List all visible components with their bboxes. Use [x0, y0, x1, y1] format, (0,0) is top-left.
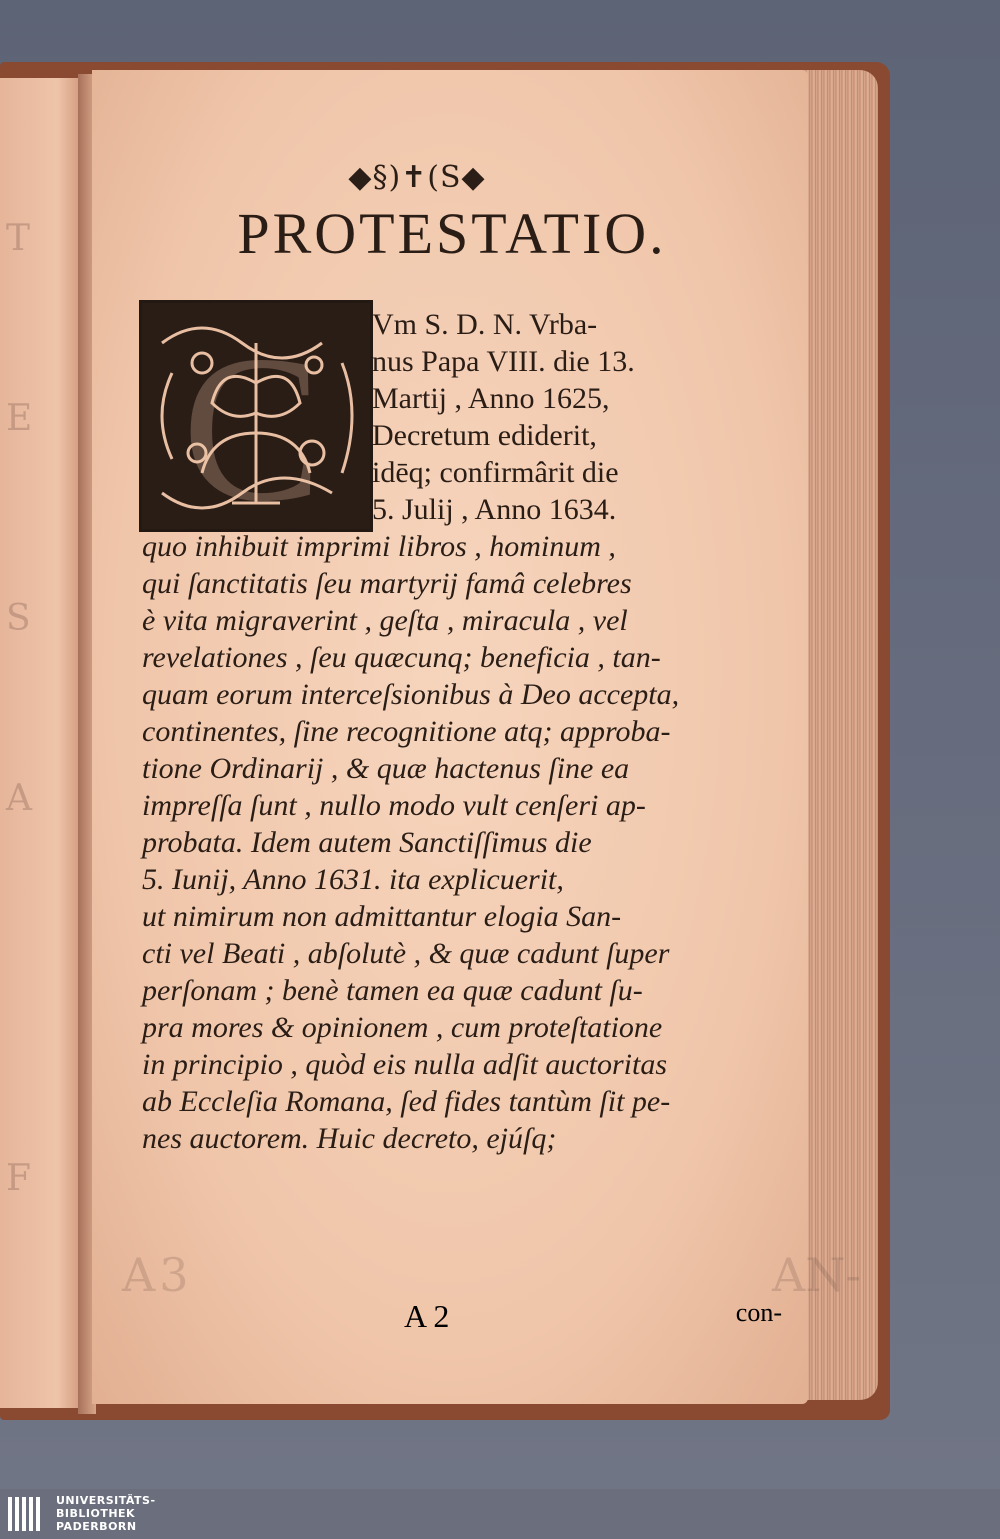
text-line: ut nimirum non admittantur elogia San-	[142, 900, 622, 933]
left-page	[0, 78, 82, 1408]
decorated-initial	[139, 300, 373, 532]
right-page	[92, 70, 862, 1404]
page-edges	[798, 70, 878, 1400]
body-text	[142, 528, 792, 1157]
library-name	[56, 1494, 156, 1533]
left-ghost-letter: T	[6, 218, 31, 259]
library-name-line: BIBLIOTHEK	[56, 1507, 136, 1520]
page-footer	[142, 1298, 782, 1338]
left-ghost-letter: E	[6, 398, 33, 439]
left-ghost-letter: F	[6, 1158, 31, 1199]
text-line: qui ſanctitatis ſeu martyrij famâ celebres	[142, 567, 632, 600]
text-line: probata. Idem autem Sanctiſſimus die	[142, 826, 592, 859]
library-name-line: PADERBORN	[56, 1520, 137, 1533]
text-line: 5. Julij , Anno 1634.	[372, 493, 617, 526]
text-line: quam eorum interceſsionibus à Deo accepta,	[142, 678, 680, 711]
show-through-text: AN-	[772, 1248, 862, 1302]
text-line: pra mores & opinionem , cum proteſtatione	[142, 1011, 663, 1044]
library-logo-icon	[6, 1493, 46, 1535]
library-footer-bar	[0, 1489, 1000, 1539]
library-name-line: UNIVERSITÄTS-	[56, 1494, 156, 1507]
text-line: perſonam ; benè tamen ea quæ cadunt ſu-	[142, 974, 643, 1007]
text-line: tione Ordinarij , & quæ hactenus ſine ea	[142, 752, 630, 785]
drop-initial-text	[372, 306, 792, 528]
text-line: impreſſa ſunt , nullo modo vult cenſeri ap-	[142, 789, 646, 822]
catchword: con-	[735, 1298, 782, 1327]
text-line: nes auctorem. Huic decreto, ejúſq;	[142, 1122, 557, 1155]
text-line: Decretum ediderit,	[372, 419, 597, 452]
page-title: PROTESTATIO.	[237, 201, 667, 266]
left-ghost-letter: S	[6, 598, 31, 639]
text-line: Martij , Anno 1625,	[372, 382, 610, 415]
text-line: Vm S. D. N. Vrba-	[372, 308, 598, 341]
text-line: quo inhibuit imprimi libros , hominum ,	[142, 530, 616, 563]
text-line: 5. Iunij, Anno 1631. ita explicuerit,	[142, 863, 564, 896]
text-line: è vita migraverint , geſta , miracula , vel	[142, 604, 628, 637]
text-line: continentes, ſine recognitione atq; approba-	[142, 715, 671, 748]
initial-letter: C	[182, 313, 323, 529]
text-line: revelationes , ſeu quæcunq; beneficia , tan-	[142, 641, 661, 674]
text-line: cti vel Beati , abſolutè , & quæ cadunt ſuper	[142, 937, 670, 970]
signature-mark: A 2	[404, 1298, 450, 1334]
left-ghost-letter: A	[6, 778, 32, 819]
text-line: ab Eccleſia Romana, ſed fides tantùm ſit pe-	[142, 1085, 671, 1118]
text-line: in principio , quòd eis nulla adſit auctoritas	[142, 1048, 667, 1081]
text-line: idēq; confirmârit die	[372, 456, 619, 489]
show-through-text: A3	[122, 1248, 193, 1302]
text-line: nus Papa VIII. die 13.	[372, 345, 635, 378]
header-ornament: ◆§)✝(S◆	[348, 160, 486, 195]
